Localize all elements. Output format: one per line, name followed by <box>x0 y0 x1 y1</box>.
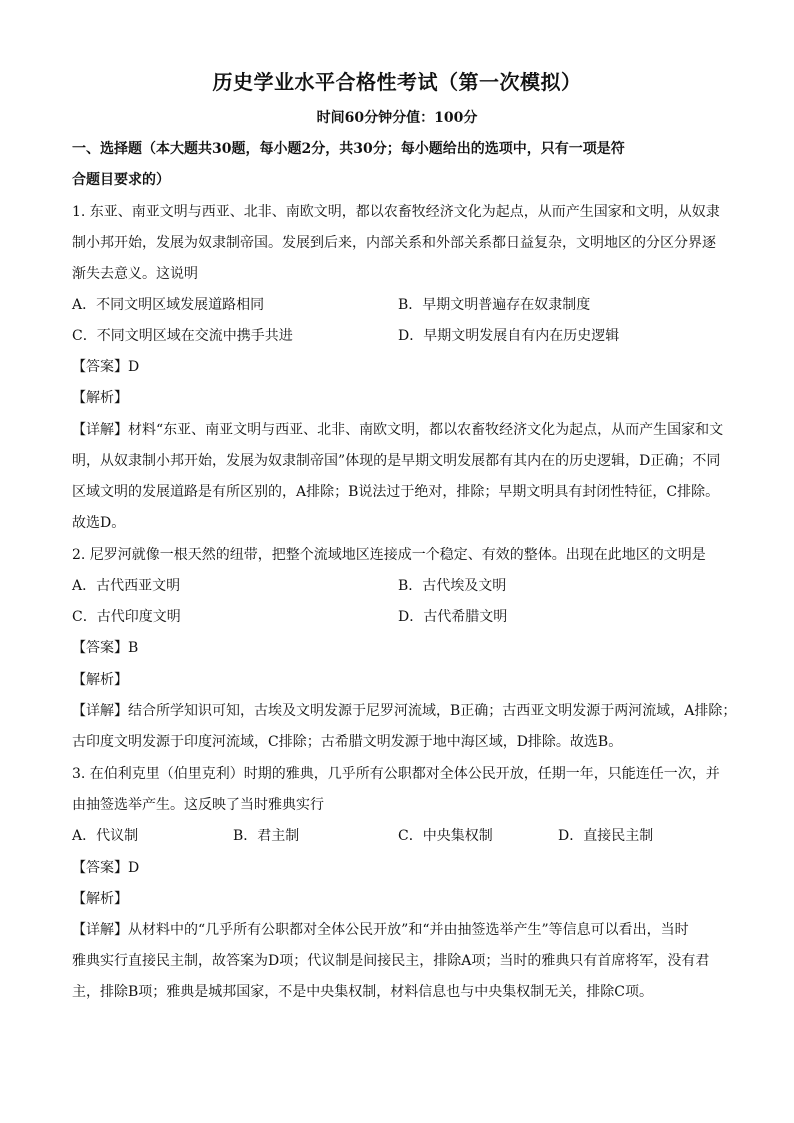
q3-analysis-label: 【解析】 <box>72 891 128 907</box>
q2-option-d: D．古代希腊文明 <box>398 609 508 625</box>
q2-option-b: B．古代埃及文明 <box>398 578 507 594</box>
q1-detail-line-2: 明，从奴隶制小邦开始，发展为奴隶制帝国”体现的是早期文明发展都有其内在的历史逻辑，D正确；不同 <box>72 453 721 469</box>
page-title: 历史学业水平合格性考试（第一次模拟） <box>212 70 582 94</box>
q1-stem-line-2: 制小邦开始，发展为奴隶制帝国。发展到后来，内部关系和外部关系都日益复杂，文明地区的分区分界逐 <box>72 235 716 251</box>
q2-analysis-label: 【解析】 <box>72 672 128 688</box>
q3-option-c: C．中央集权制 <box>398 828 493 844</box>
q1-detail-line-3: 区域文明的发展道路是有所区别的，A排除；B说法过于绝对，排除；早期文明具有封闭性特征，C排除。 <box>72 484 720 500</box>
section-heading-line-1: 一、选择题（本大题共30题，每小题2分，共30分；每小题给出的选项中，只有一项是符 <box>72 141 625 157</box>
q1-stem-line-1: 1. 东亚、南亚文明与西亚、北非、南欧文明，都以农畜牧经济文化为起点，从而产生国家和文明，从奴隶 <box>72 204 720 220</box>
q1-answer: 【答案】D <box>72 359 140 375</box>
q3-option-d: D．直接民主制 <box>558 828 654 844</box>
q1-option-a: A．不同文明区域发展道路相同 <box>72 297 265 313</box>
q3-option-a: A．代议制 <box>72 828 139 844</box>
q2-detail-line-2: 古印度文明发源于印度河流域，C排除；古希腊文明发源于地中海区域，D排除。故选B。 <box>72 734 623 750</box>
q3-answer: 【答案】D <box>72 860 140 876</box>
q1-stem-line-3: 渐失去意义。这说明 <box>72 266 198 282</box>
q1-detail-line-4: 故选D。 <box>72 515 126 531</box>
q3-detail-line-3: 主，排除B项；雅典是城邦国家，不是中央集权制，材料信息也与中央集权制无关，排除C项。 <box>72 984 653 1000</box>
q1-option-b: B．早期文明普遍存在奴隶制度 <box>398 297 591 313</box>
q1-option-c: C．不同文明区域在交流中携手共进 <box>72 328 293 344</box>
q3-detail-line-1: 【详解】从材料中的“几乎所有公职都对全体公民开放”和“并由抽签选举产生”等信息可以看出，当时 <box>72 922 689 938</box>
q2-option-a: A．古代西亚文明 <box>72 578 181 594</box>
q1-analysis-label: 【解析】 <box>72 390 128 406</box>
q2-option-c: C．古代印度文明 <box>72 609 181 625</box>
q2-stem-line-1: 2. 尼罗河就像一根天然的纽带，把整个流域地区连接成一个稳定、有效的整体。出现在此地区的文明是 <box>72 547 706 563</box>
q2-answer: 【答案】B <box>72 640 139 656</box>
q3-option-b: B．君主制 <box>233 828 300 844</box>
q1-option-d: D．早期文明发展自有内在历史逻辑 <box>398 328 620 344</box>
exam-time-score: 时间60分钟分值：100分 <box>316 110 478 126</box>
q3-stem-line-2: 由抽签选举产生。这反映了当时雅典实行 <box>72 797 324 813</box>
q1-detail-line-1: 【详解】材料“东亚、南亚文明与西亚、北非、南欧文明，都以农畜牧经济文化为起点，从而产生国家和文 <box>72 422 724 438</box>
q3-stem-line-1: 3. 在伯利克里（伯里克利）时期的雅典，几乎所有公职都对全体公民开放，任期一年，只能连任一次，并 <box>72 766 720 782</box>
q3-detail-line-2: 雅典实行直接民主制，故答案为D项；代议制是间接民主，排除A项；当时的雅典只有首席将军，没有君 <box>72 953 710 969</box>
q2-detail-line-1: 【详解】结合所学知识可知，古埃及文明发源于尼罗河流域，B正确；古西亚文明发源于两河流域，A排除； <box>72 703 737 719</box>
section-heading-line-2: 合题目要求的） <box>72 172 170 188</box>
